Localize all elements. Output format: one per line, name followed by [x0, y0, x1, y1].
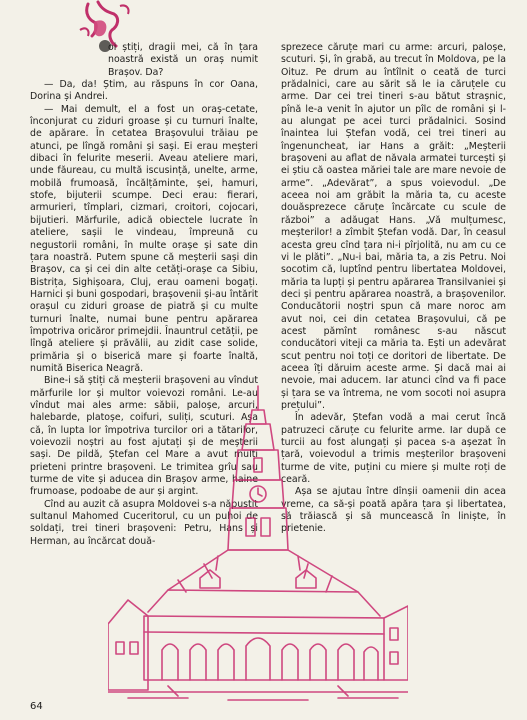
paragraph: sprezece căruțe mari cu arme: arcuri, paloșe, scuturi. Și, în grabă, au trecut în Moldova, pe la Oituz. Pe drum au întîlnit o ceată de turci prădalnici, care au sărit să le ia căruțele cu arme. Dar cei trei tineri s-au bătut strașnic, pînă le-a venit în ajutor un pîlc de români și l-au alungat pe acei turci prădalnici. Sosind înaintea lui Ștefan vodă, cei trei tineri au îngenuncheat, iar Hans a grăit: „Meșterii brașoveni au aflat de năvala armatei turcești și ei știu că oastea măriei tale are mare nevoie de arme”. „Adevărat”, a spus voievodul. „De aceea noi am grăbit la măria ta, cu aceste douăsprezece căruțe încărcate cu scule de război” a adăugat Hans. „Vă mulțumesc, meșterilor! a zîmbit Ștefan vodă. Dar, în ceasul acesta greu cînd țara ni-i pîrjolită, nu am cu ce vi le plăti”. „Nu-i bai, măria ta, a zis Petru. Noi socotim că, luptînd pentru libertatea Moldovei, măria ta lupți și pentru apărarea Transilvaniei și deci și pentru apărarea noastră, a brașovenilor. Conducătorii noștri spun că mare noroc am avut noi, cei din cetatea Brașovului, că pe acest pămînt românesc s-au născut conducători viteji ca măria ta. Ești un adevărat scut pentru noi toți ce doritori de libertate. De aceea îți dăruim aceste arme. Și dacă mai ai nevoie, mai aducem. Iar atunci cînd va fi pace și țara se va întrema, ne vom socoti noi asupra prețului”.	[281, 42, 506, 411]
paragraph: — Mai demult, el a fost un oraș-cetate, înconjurat cu ziduri groase și cu turnuri înalte, de apărare. În cetatea Brașovului trăiau pe atunci, pe lîngă români și sași. Ei erau meșteri dibaci în felurite meserii. Aveau ateliere mari, unde făureau, cu multă iscusință, unelte, arme, mobilă frumoasă, încălțăminte, șei, hamuri, stofe, bijuterii scumpe. Deci erau: fierari, armurieri, tîmplari, cizmari, croitori, cojocari, bijutieri. Mărfurile, adică obiectele lucrate în ateliere, sașii le vindeau, împreună cu negustorii români, în multe orașe și sate din țara noastră. Putem spune că meșterii sași din Brașov, ca și cei din alte cetăți-orașe ca Sibiu, Bistrița, Sighișoara, Cluj, erau oameni bogați. Harnici și buni gospodari, brașovenii și-au întărit orașul cu ziduri groase de piatră și cu multe turnuri înalte, numai bune pentru apărarea împotriva oricăror primejdii. Înauntrul cetății, pe lîngă ateliere și prăvălii, au zidit case solide, primăria și o biserică mare și foarte înaltă, numită Biserica Neagră.	[30, 103, 258, 374]
left-text-column	[30, 42, 258, 548]
paragraph: În adevăr, Ștefan vodă a mai cerut încă patruzeci căruțe cu felurite arme. Iar după ce turcii au fost alungați și pacea s-a așezat în țară, voievodul a trimis meșterilor brașoveni turme de vite, puțini cu miere și multe roți de ceară.	[281, 412, 506, 486]
paragraph: Cînd au auzit că asupra Moldovei s-a năpustit sultanul Mahomed Cuceritorul, cu un puhoi de soldați, trei tineri brașoveni: Petru, Hans și Herman, au încărcat două-	[30, 498, 258, 547]
paragraph: — Da, da! Știm, au răspuns în cor Oana, Dorina și Andrei.	[30, 79, 258, 103]
right-text-column	[281, 42, 506, 536]
paragraph: Bine-i să știți că meșterii brașoveni au vîndut mărfurile lor și multor voievozi români. Le-au vîndut mai ales arme: săbii, paloșe, arcuri, halebarde, platoșe, coifuri, suliți, scuturi. Așa că, în lupta lor împotriva turcilor ori a tătarilor, voievozii noștri au fost ajutați și de meșterii sași. De pildă, Ștefan cel Mare a avut mulți prieteni printre brașoveni. Le trimitea grîu sau turme de vite și aducea din Brașov arme, haine frumoase, podoabe de aur și argint.	[30, 375, 258, 498]
page-number: 64	[30, 701, 43, 712]
paragraph: Așa se ajutau între dînșii oamenii din acea vreme, ca să-și poată apăra țara și libertatea, să trăiască și să muncească în liniște, în prietenie.	[281, 486, 506, 535]
paragraph: oi știți, dragii mei, că în țara noastră există un oraș numit Brașov. Da?	[108, 42, 258, 78]
